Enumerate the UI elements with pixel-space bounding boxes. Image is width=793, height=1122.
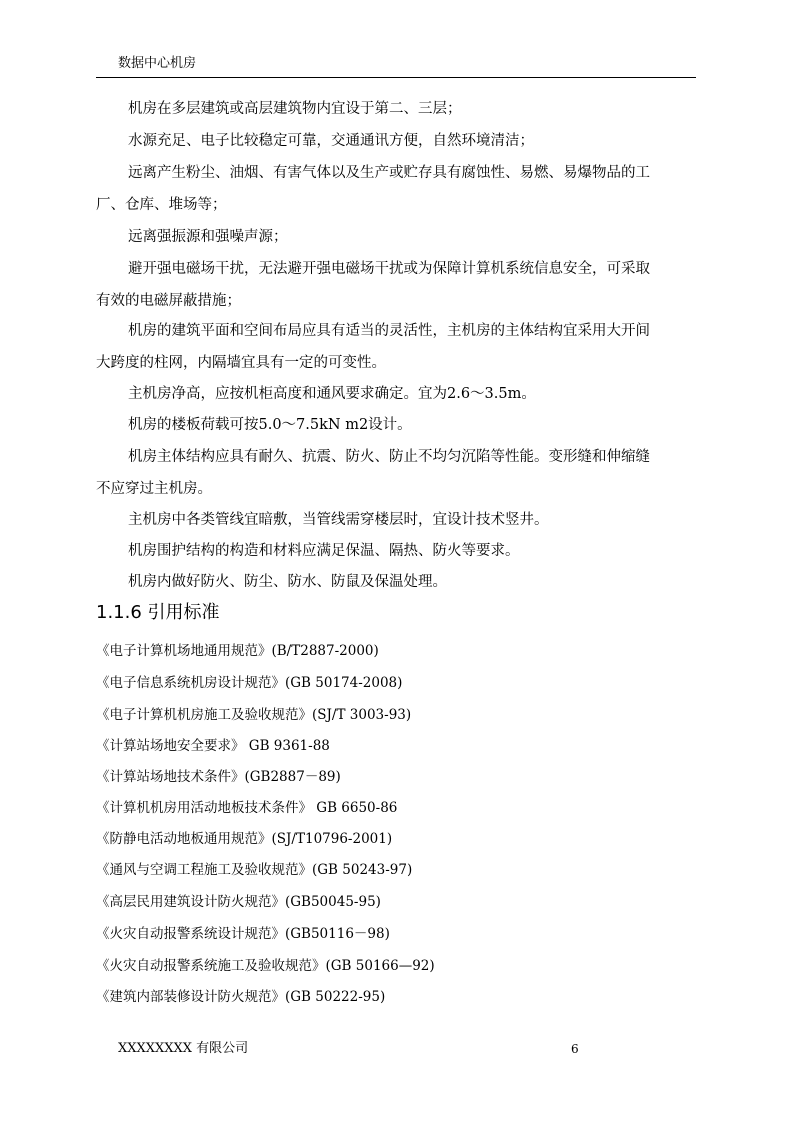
- section-heading: 1.1.6 引用标准: [96, 602, 220, 623]
- reference-item: 《电子计算机场地通用规范》(B/T2887-2000): [96, 643, 379, 659]
- paragraph-line: 机房围护结构的构造和材料应满足保温、隔热、防火等要求。: [128, 543, 520, 559]
- paragraph-11: [96, 535, 696, 567]
- reference-item: 《防静电活动地板通用规范》(SJ/T10796-2001): [96, 831, 393, 847]
- paragraph-line: 远离产生粉尘、油烟、有害气体以及生产或贮存具有腐蚀性、易燃、易爆物品的工: [128, 165, 650, 181]
- reference-item: 《电子信息系统机房设计规范》(GB 50174-2008): [96, 675, 403, 691]
- paragraph-3: [96, 157, 696, 221]
- reference-item: 《高层民用建筑设计防火规范》(GB50045-95): [96, 894, 381, 910]
- paragraph-line: 厂、仓库、堆场等；: [96, 197, 227, 213]
- paragraph-line: 大跨度的柱网，内隔墙宜具有一定的可变性。: [96, 355, 386, 371]
- reference-item: 《通风与空调工程施工及验收规范》(GB 50243-97): [96, 862, 413, 878]
- paragraph-line: 不应穿过主机房。: [96, 481, 212, 497]
- paragraph-line: 避开强电磁场干扰，无法避开强电磁场干扰或为保障计算机系统信息安全，可采取: [128, 261, 650, 277]
- page-number: 6: [571, 1042, 579, 1056]
- reference-item: 《计算站场地安全要求》 GB 9361-88: [96, 738, 330, 754]
- footer-company: XXXXXXXX 有限公司: [118, 1041, 249, 1056]
- reference-item: 《计算机机房用活动地板技术条件》 GB 6650-86: [96, 800, 398, 816]
- paragraph-line: 主机房净高，应按机柜高度和通风要求确定。宜为2.6～3.5m。: [128, 386, 536, 402]
- paragraph-7: [96, 378, 696, 410]
- paragraph-line: 机房的建筑平面和空间布局应具有适当的灵活性，主机房的主体结构宜采用大开间: [128, 323, 650, 339]
- paragraph-line: 远离强振源和强噪声源；: [128, 229, 288, 245]
- reference-item: 《火灾自动报警系统施工及验收规范》(GB 50166—92): [96, 958, 435, 974]
- paragraph-5: [96, 253, 696, 317]
- reference-item: 《电子计算机机房施工及验收规范》(SJ/T 3003-93): [96, 707, 412, 723]
- paragraph-line: 机房在多层建筑或高层建筑物内宜设于第二、三层；: [128, 101, 462, 117]
- paragraph-4: [96, 221, 696, 253]
- paragraph-line: 机房的楼板荷载可按5.0～7.5kN m2设计。: [128, 417, 412, 433]
- page-header: [96, 55, 696, 78]
- paragraph-line: 主机房中各类管线宜暗敷，当管线需穿楼层时，宜设计技术竖井。: [128, 512, 549, 528]
- paragraph-8: [96, 409, 696, 441]
- paragraph-12: [96, 566, 696, 598]
- paragraph-line: 机房主体结构应具有耐久、抗震、防火、防止不均匀沉陷等性能。变形缝和伸缩缝: [128, 449, 650, 465]
- paragraph-line: 有效的电磁屏蔽措施；: [96, 293, 241, 309]
- header-title: 数据中心机房: [118, 56, 197, 71]
- paragraph-1: [96, 93, 696, 125]
- paragraph-line: 水源充足、电子比较稳定可靠，交通通讯方便，自然环境清洁；: [128, 133, 534, 149]
- paragraph-2: [96, 125, 696, 157]
- paragraph-line: 机房内做好防火、防尘、防水、防鼠及保温处理。: [128, 574, 447, 590]
- paragraph-9: [96, 441, 696, 505]
- reference-item: 《计算站场地技术条件》(GB2887－89): [96, 769, 341, 785]
- reference-item: 《建筑内部装修设计防火规范》(GB 50222-95): [96, 989, 386, 1005]
- paragraph-10: [96, 504, 696, 536]
- reference-item: 《火灾自动报警系统设计规范》(GB50116－98): [96, 926, 390, 942]
- paragraph-6: [96, 315, 696, 379]
